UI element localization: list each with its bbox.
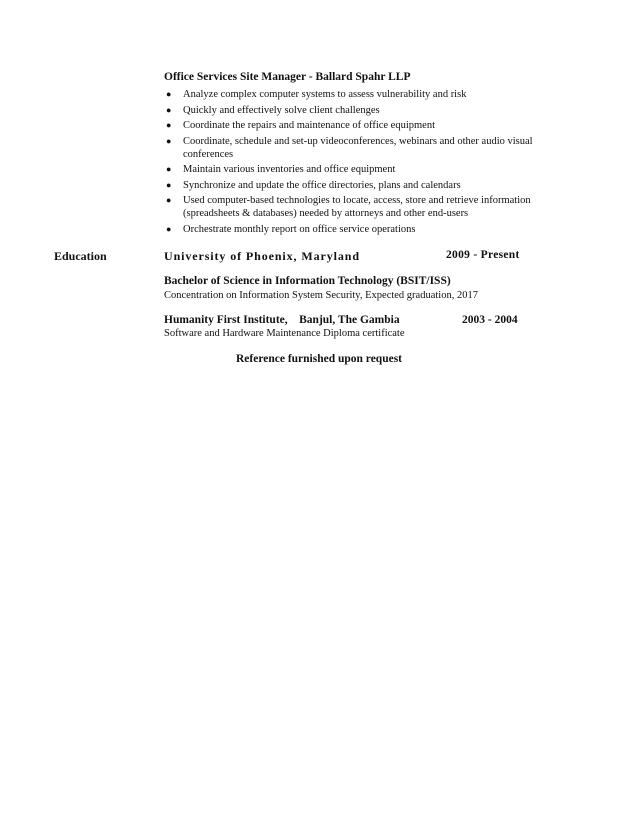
list-item	[164, 88, 564, 101]
bullet-icon: ●	[166, 179, 172, 190]
bullet-icon: ●	[166, 135, 172, 146]
institution-dates: 2009 - Present	[446, 249, 520, 261]
list-item	[164, 135, 564, 161]
duty-text: Analyze complex computer systems to assess vulnerability and risk	[183, 89, 467, 100]
duty-text: Used computer-based technologies to locate, access, store and retrieve information (spreadsheets & databases) needed by attorneys and other end-users	[183, 195, 531, 219]
education-heading: Education	[54, 249, 107, 263]
duty-text: Synchronize and update the office directories, plans and calendars	[183, 179, 461, 191]
bullet-icon: ●	[166, 120, 172, 130]
duty-text: Orchestrate monthly report on office service operations	[183, 223, 416, 235]
reference-note: Reference furnished upon request	[236, 353, 403, 365]
bullet-icon: ●	[166, 89, 172, 99]
institution-dates: 2003 - 2004	[462, 314, 518, 326]
institution-name: University of Phoenix, Maryland	[164, 249, 360, 263]
list-item	[164, 194, 564, 220]
list-item	[164, 104, 564, 117]
degree-title: Bachelor of Science in Information Technology (BSIT/ISS)	[164, 275, 451, 287]
duty-text: Maintain various inventories and office equipment	[183, 164, 396, 175]
degree-detail: Concentration on Information System Security, Expected graduation, 2017	[164, 290, 478, 301]
institution-name: Humanity First Institute, Banjul, The Gambia	[164, 314, 400, 326]
duty-text: Quickly and effectively solve client challenges	[183, 104, 380, 116]
duty-text: Coordinate, schedule and set-up videoconferences, webinars and other audio visual conferences	[183, 135, 533, 160]
list-item	[164, 163, 564, 176]
list-item	[164, 179, 564, 192]
bullet-icon: ●	[166, 104, 172, 115]
bullet-icon: ●	[166, 195, 172, 205]
certificate-detail: Software and Hardware Maintenance Diploma certificate	[164, 328, 405, 339]
list-item	[164, 223, 564, 236]
duty-text: Coordinate the repairs and maintenance of office equipment	[183, 120, 435, 131]
list-item	[164, 119, 564, 132]
bullet-icon: ●	[166, 164, 172, 174]
duties-list	[164, 88, 564, 238]
job-title: Office Services Site Manager - Ballard Spahr LLP	[164, 71, 411, 83]
bullet-icon: ●	[166, 223, 172, 234]
